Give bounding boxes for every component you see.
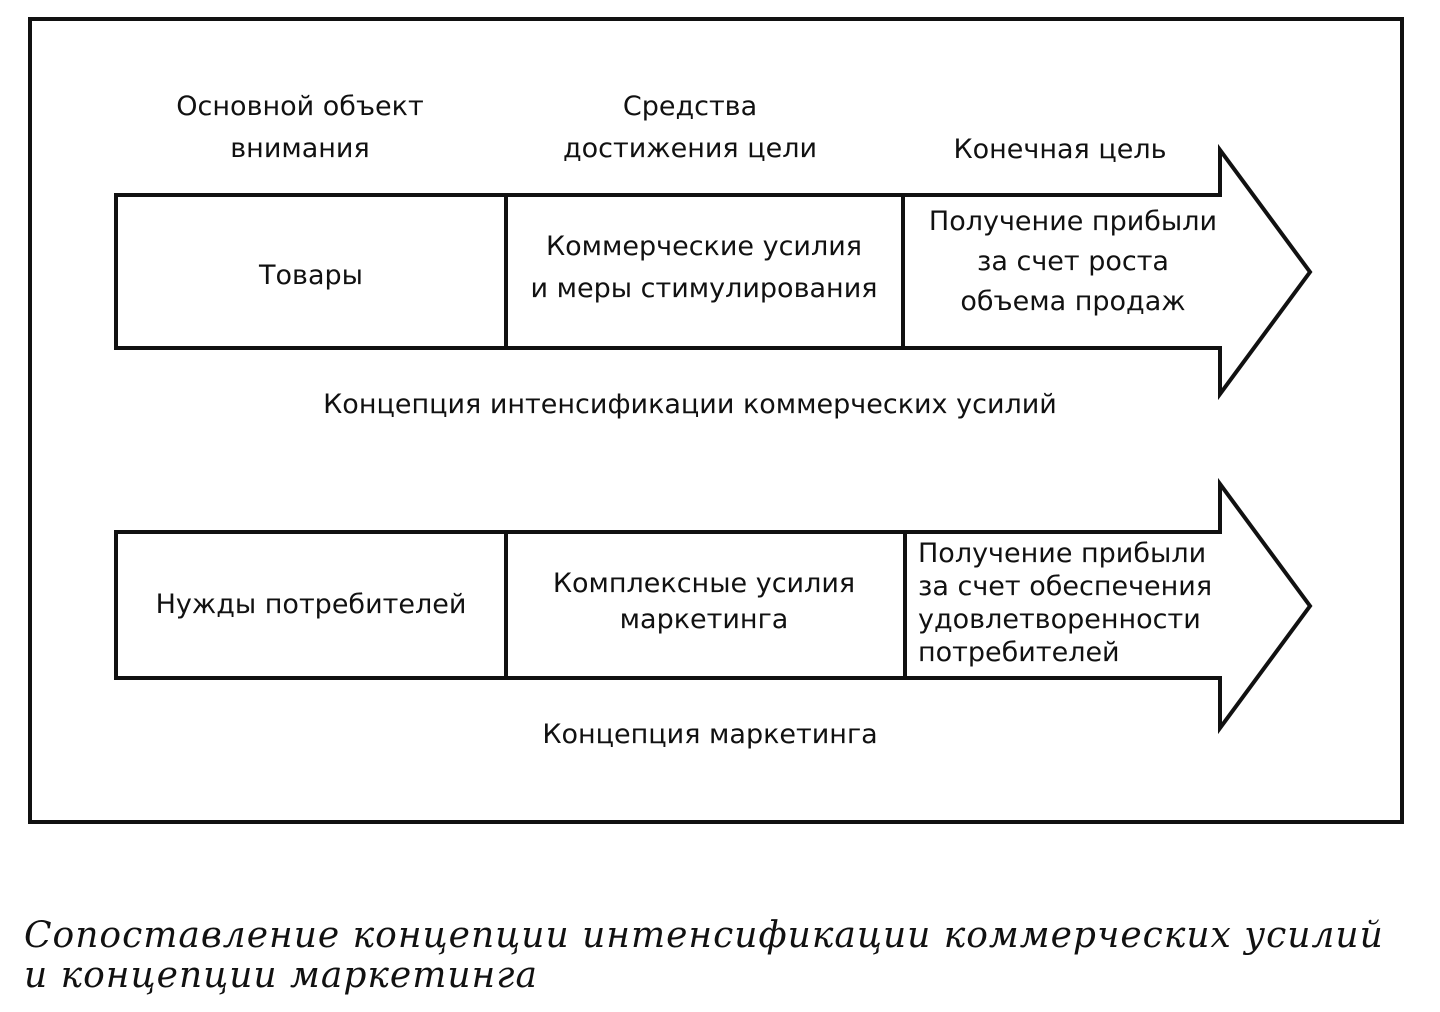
selling-focus: Товары <box>259 260 363 291</box>
selling-concept-label: Концепция интенсификации коммерческих усилий <box>323 389 1057 420</box>
selling-means: Коммерческие усилия и меры стимулирования <box>530 231 878 304</box>
header-means: Средства достижения цели <box>562 91 818 164</box>
header-goal: Конечная цель <box>953 134 1167 165</box>
selling-goal: Получение прибыли за счет роста объема продаж <box>928 206 1218 317</box>
marketing-means: Комплексные усилия маркетинга <box>552 568 856 635</box>
marketing-goal: Получение прибыли за счет обеспечения удовлетворенности потребителей <box>918 538 1213 668</box>
marketing-focus: Нужды потребителей <box>155 589 467 620</box>
header-focus: Основной объект внимания <box>176 91 424 164</box>
figure-caption: Сопоставление концепции интенсификации коммерческих усилий и концепции маркетинга <box>24 915 1384 996</box>
marketing-concept-label: Концепция маркетинга <box>542 719 878 750</box>
